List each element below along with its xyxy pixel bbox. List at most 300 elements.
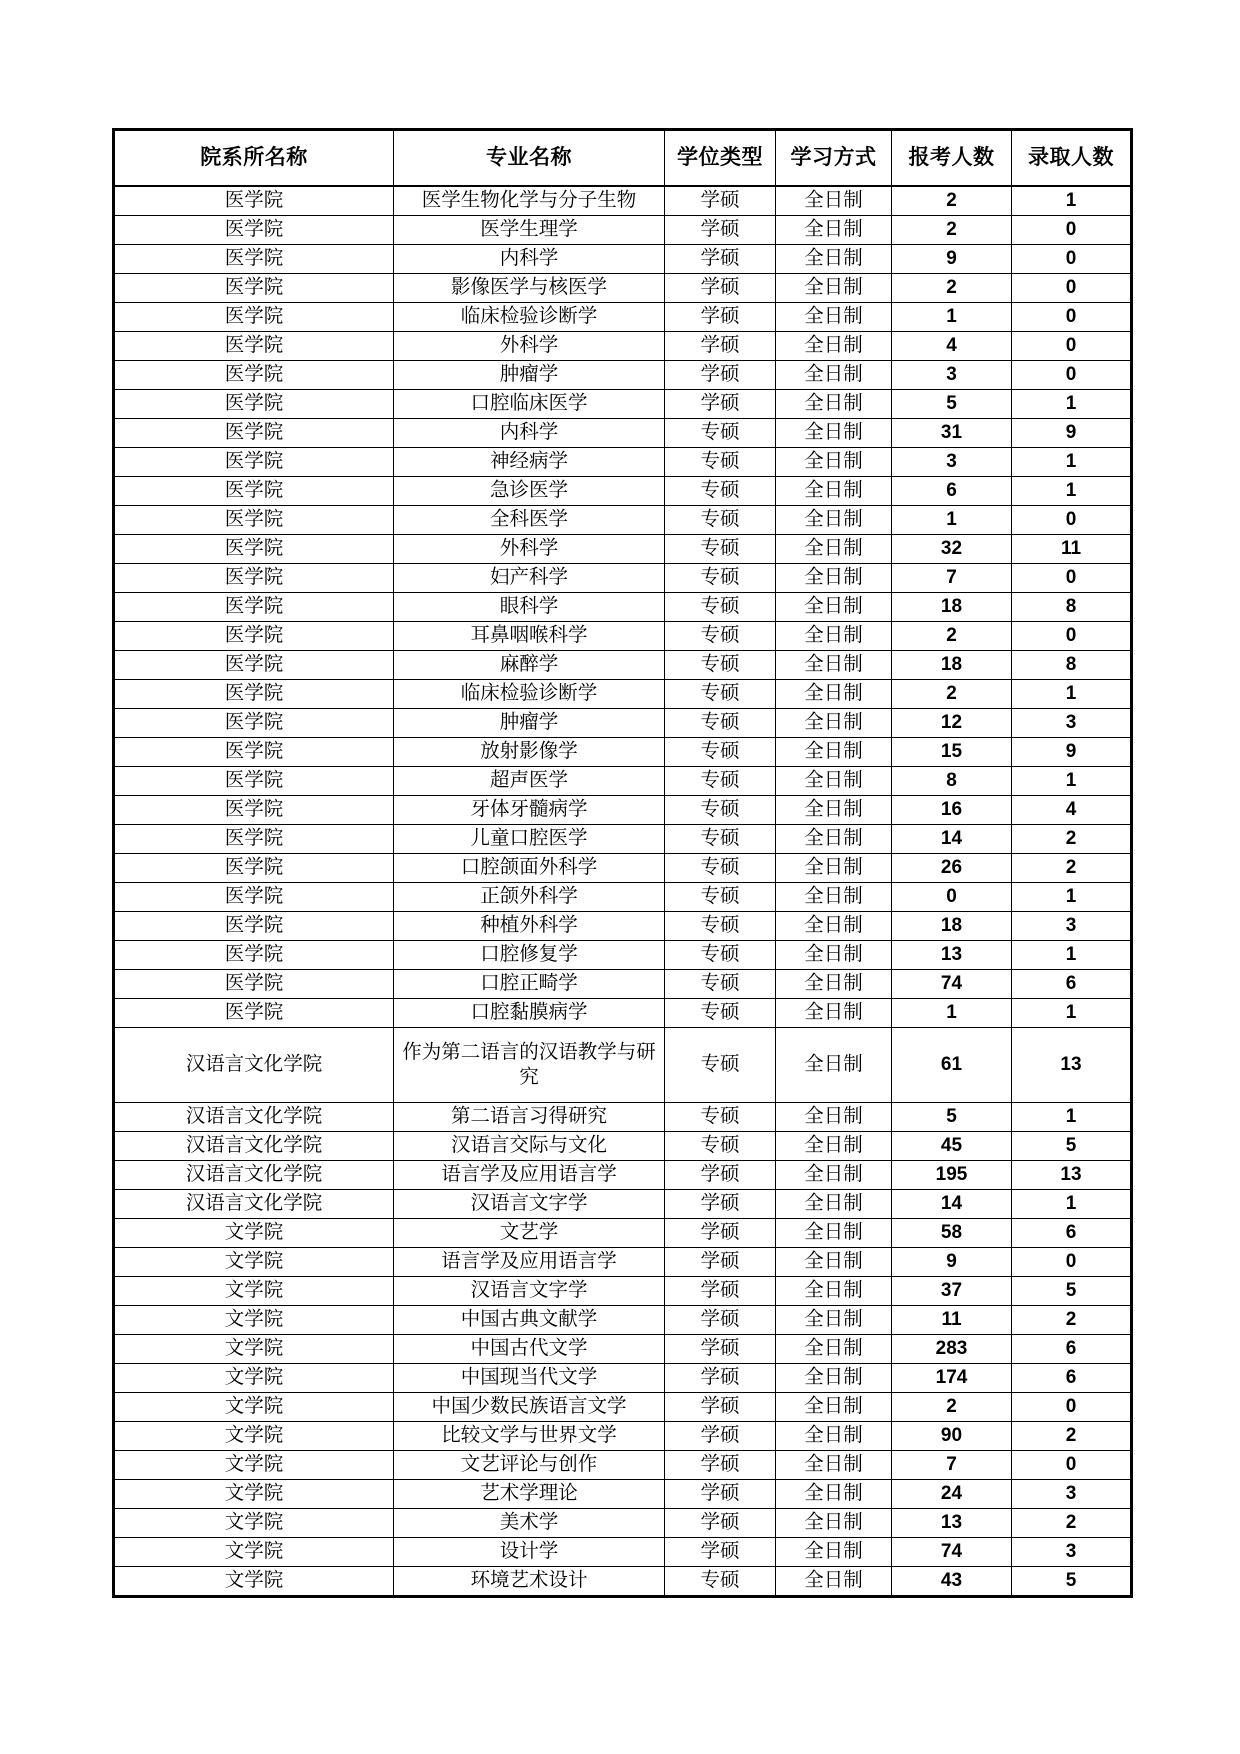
cell-admitted: 8	[1012, 593, 1132, 622]
cell-admitted: 0	[1012, 332, 1132, 361]
table-row	[114, 419, 1132, 448]
table-row	[114, 1190, 1132, 1219]
cell-applicants: 2	[892, 680, 1012, 709]
table-row	[114, 186, 1132, 216]
cell-study-mode: 全日制	[776, 1248, 892, 1277]
cell-degree-type: 专硕	[665, 419, 776, 448]
cell-study-mode: 全日制	[776, 1132, 892, 1161]
cell-degree-type: 学硕	[665, 1509, 776, 1538]
cell-applicants: 37	[892, 1277, 1012, 1306]
cell-degree-type: 专硕	[665, 680, 776, 709]
table-row	[114, 1364, 1132, 1393]
cell-admitted: 2	[1012, 1306, 1132, 1335]
cell-admitted: 2	[1012, 1509, 1132, 1538]
cell-major: 全科医学	[394, 506, 665, 535]
table-row	[114, 622, 1132, 651]
cell-degree-type: 学硕	[665, 1364, 776, 1393]
cell-study-mode: 全日制	[776, 1103, 892, 1132]
cell-major: 麻醉学	[394, 651, 665, 680]
cell-applicants: 12	[892, 709, 1012, 738]
cell-applicants: 3	[892, 448, 1012, 477]
cell-major: 环境艺术设计	[394, 1567, 665, 1597]
cell-department: 医学院	[114, 390, 394, 419]
cell-department: 医学院	[114, 941, 394, 970]
cell-admitted: 0	[1012, 1393, 1132, 1422]
cell-admitted: 1	[1012, 941, 1132, 970]
table-row	[114, 709, 1132, 738]
cell-major: 文艺评论与创作	[394, 1451, 665, 1480]
cell-major: 汉语言文字学	[394, 1190, 665, 1219]
cell-applicants: 14	[892, 1190, 1012, 1219]
table-header	[114, 130, 1132, 187]
cell-admitted: 0	[1012, 216, 1132, 245]
cell-applicants: 5	[892, 390, 1012, 419]
cell-department: 文学院	[114, 1567, 394, 1597]
cell-degree-type: 专硕	[665, 651, 776, 680]
cell-applicants: 1	[892, 506, 1012, 535]
cell-major: 急诊医学	[394, 477, 665, 506]
cell-applicants: 16	[892, 796, 1012, 825]
cell-degree-type: 专硕	[665, 709, 776, 738]
cell-study-mode: 全日制	[776, 825, 892, 854]
cell-degree-type: 专硕	[665, 970, 776, 999]
cell-study-mode: 全日制	[776, 361, 892, 390]
cell-degree-type: 专硕	[665, 1132, 776, 1161]
cell-study-mode: 全日制	[776, 1335, 892, 1364]
cell-department: 医学院	[114, 912, 394, 941]
cell-study-mode: 全日制	[776, 970, 892, 999]
cell-degree-type: 专硕	[665, 622, 776, 651]
cell-study-mode: 全日制	[776, 332, 892, 361]
column-header-department: 院系所名称	[114, 130, 394, 187]
cell-admitted: 9	[1012, 419, 1132, 448]
cell-degree-type: 专硕	[665, 535, 776, 564]
cell-department: 医学院	[114, 245, 394, 274]
cell-applicants: 174	[892, 1364, 1012, 1393]
cell-department: 文学院	[114, 1509, 394, 1538]
table-row	[114, 564, 1132, 593]
cell-study-mode: 全日制	[776, 303, 892, 332]
cell-major: 美术学	[394, 1509, 665, 1538]
cell-degree-type: 学硕	[665, 1219, 776, 1248]
cell-department: 文学院	[114, 1306, 394, 1335]
cell-degree-type: 专硕	[665, 506, 776, 535]
table-row	[114, 796, 1132, 825]
cell-admitted: 9	[1012, 738, 1132, 767]
cell-study-mode: 全日制	[776, 709, 892, 738]
cell-degree-type: 专硕	[665, 448, 776, 477]
cell-degree-type: 专硕	[665, 767, 776, 796]
admissions-statistics-table-container	[112, 128, 1130, 1598]
cell-applicants: 1	[892, 999, 1012, 1028]
admissions-statistics-table	[112, 128, 1133, 1598]
cell-degree-type: 专硕	[665, 883, 776, 912]
table-row	[114, 1480, 1132, 1509]
cell-major: 文艺学	[394, 1219, 665, 1248]
table-row	[114, 361, 1132, 390]
cell-applicants: 9	[892, 1248, 1012, 1277]
cell-admitted: 0	[1012, 622, 1132, 651]
cell-study-mode: 全日制	[776, 506, 892, 535]
cell-major: 设计学	[394, 1538, 665, 1567]
cell-department: 文学院	[114, 1219, 394, 1248]
cell-department: 医学院	[114, 622, 394, 651]
cell-major: 语言学及应用语言学	[394, 1161, 665, 1190]
table-row	[114, 912, 1132, 941]
table-row	[114, 680, 1132, 709]
cell-admitted: 1	[1012, 680, 1132, 709]
cell-applicants: 5	[892, 1103, 1012, 1132]
table-row	[114, 1567, 1132, 1597]
cell-major: 口腔修复学	[394, 941, 665, 970]
table-row	[114, 535, 1132, 564]
cell-department: 医学院	[114, 274, 394, 303]
cell-admitted: 13	[1012, 1161, 1132, 1190]
cell-department: 医学院	[114, 796, 394, 825]
cell-major: 超声医学	[394, 767, 665, 796]
cell-study-mode: 全日制	[776, 216, 892, 245]
cell-degree-type: 学硕	[665, 1248, 776, 1277]
cell-degree-type: 专硕	[665, 1567, 776, 1597]
cell-degree-type: 专硕	[665, 941, 776, 970]
table-row	[114, 999, 1132, 1028]
cell-degree-type: 学硕	[665, 186, 776, 216]
table-row	[114, 738, 1132, 767]
cell-applicants: 58	[892, 1219, 1012, 1248]
cell-degree-type: 专硕	[665, 825, 776, 854]
cell-applicants: 9	[892, 245, 1012, 274]
cell-study-mode: 全日制	[776, 1567, 892, 1597]
cell-study-mode: 全日制	[776, 1028, 892, 1103]
cell-applicants: 18	[892, 912, 1012, 941]
cell-degree-type: 学硕	[665, 1161, 776, 1190]
cell-major: 口腔临床医学	[394, 390, 665, 419]
cell-department: 医学院	[114, 970, 394, 999]
cell-degree-type: 学硕	[665, 1538, 776, 1567]
cell-department: 医学院	[114, 303, 394, 332]
table-row	[114, 1219, 1132, 1248]
cell-study-mode: 全日制	[776, 245, 892, 274]
cell-department: 医学院	[114, 506, 394, 535]
cell-department: 医学院	[114, 651, 394, 680]
table-row	[114, 1393, 1132, 1422]
cell-major: 妇产科学	[394, 564, 665, 593]
cell-degree-type: 学硕	[665, 1306, 776, 1335]
cell-department: 医学院	[114, 477, 394, 506]
cell-department: 医学院	[114, 883, 394, 912]
cell-department: 医学院	[114, 825, 394, 854]
table-header-row	[114, 130, 1132, 187]
cell-major: 比较文学与世界文学	[394, 1422, 665, 1451]
cell-department: 医学院	[114, 361, 394, 390]
cell-degree-type: 专硕	[665, 854, 776, 883]
cell-admitted: 2	[1012, 1422, 1132, 1451]
table-row	[114, 1335, 1132, 1364]
cell-admitted: 1	[1012, 767, 1132, 796]
cell-department: 医学院	[114, 564, 394, 593]
cell-applicants: 15	[892, 738, 1012, 767]
table-row	[114, 593, 1132, 622]
cell-degree-type: 学硕	[665, 1190, 776, 1219]
cell-major: 医学生理学	[394, 216, 665, 245]
cell-major: 眼科学	[394, 593, 665, 622]
cell-degree-type: 学硕	[665, 274, 776, 303]
cell-degree-type: 学硕	[665, 245, 776, 274]
cell-admitted: 5	[1012, 1277, 1132, 1306]
cell-applicants: 3	[892, 361, 1012, 390]
table-row	[114, 651, 1132, 680]
cell-admitted: 1	[1012, 883, 1132, 912]
table-row	[114, 390, 1132, 419]
cell-department: 医学院	[114, 593, 394, 622]
cell-applicants: 14	[892, 825, 1012, 854]
cell-applicants: 11	[892, 1306, 1012, 1335]
cell-admitted: 11	[1012, 535, 1132, 564]
cell-major: 汉语言交际与文化	[394, 1132, 665, 1161]
cell-study-mode: 全日制	[776, 912, 892, 941]
cell-department: 医学院	[114, 186, 394, 216]
cell-degree-type: 专硕	[665, 912, 776, 941]
table-row	[114, 477, 1132, 506]
cell-degree-type: 专硕	[665, 477, 776, 506]
cell-admitted: 2	[1012, 854, 1132, 883]
cell-admitted: 1	[1012, 477, 1132, 506]
cell-applicants: 7	[892, 564, 1012, 593]
cell-study-mode: 全日制	[776, 535, 892, 564]
cell-applicants: 2	[892, 1393, 1012, 1422]
cell-degree-type: 学硕	[665, 1451, 776, 1480]
cell-study-mode: 全日制	[776, 564, 892, 593]
cell-applicants: 61	[892, 1028, 1012, 1103]
cell-admitted: 1	[1012, 390, 1132, 419]
cell-admitted: 6	[1012, 970, 1132, 999]
cell-major: 口腔正畸学	[394, 970, 665, 999]
cell-department: 医学院	[114, 419, 394, 448]
cell-admitted: 3	[1012, 912, 1132, 941]
cell-admitted: 6	[1012, 1219, 1132, 1248]
cell-department: 汉语言文化学院	[114, 1190, 394, 1219]
cell-applicants: 2	[892, 274, 1012, 303]
cell-major: 汉语言文字学	[394, 1277, 665, 1306]
table-row	[114, 1132, 1132, 1161]
cell-applicants: 13	[892, 941, 1012, 970]
table-row	[114, 303, 1132, 332]
cell-major: 外科学	[394, 332, 665, 361]
cell-degree-type: 专硕	[665, 999, 776, 1028]
cell-department: 医学院	[114, 999, 394, 1028]
cell-department: 医学院	[114, 709, 394, 738]
cell-department: 汉语言文化学院	[114, 1161, 394, 1190]
cell-study-mode: 全日制	[776, 651, 892, 680]
cell-admitted: 3	[1012, 1538, 1132, 1567]
cell-major: 神经病学	[394, 448, 665, 477]
cell-applicants: 0	[892, 883, 1012, 912]
cell-study-mode: 全日制	[776, 796, 892, 825]
cell-major: 艺术学理论	[394, 1480, 665, 1509]
cell-applicants: 26	[892, 854, 1012, 883]
cell-major: 外科学	[394, 535, 665, 564]
cell-degree-type: 专硕	[665, 593, 776, 622]
cell-degree-type: 学硕	[665, 1393, 776, 1422]
cell-applicants: 18	[892, 651, 1012, 680]
cell-major: 肿瘤学	[394, 709, 665, 738]
cell-study-mode: 全日制	[776, 390, 892, 419]
cell-admitted: 3	[1012, 709, 1132, 738]
table-row	[114, 245, 1132, 274]
cell-study-mode: 全日制	[776, 477, 892, 506]
cell-department: 文学院	[114, 1277, 394, 1306]
cell-admitted: 0	[1012, 1451, 1132, 1480]
cell-department: 文学院	[114, 1538, 394, 1567]
column-header-admitted: 录取人数	[1012, 130, 1132, 187]
cell-admitted: 6	[1012, 1335, 1132, 1364]
cell-major: 肿瘤学	[394, 361, 665, 390]
cell-major: 种植外科学	[394, 912, 665, 941]
cell-major: 中国古代文学	[394, 1335, 665, 1364]
cell-study-mode: 全日制	[776, 622, 892, 651]
cell-study-mode: 全日制	[776, 883, 892, 912]
cell-admitted: 4	[1012, 796, 1132, 825]
cell-study-mode: 全日制	[776, 767, 892, 796]
cell-applicants: 24	[892, 1480, 1012, 1509]
cell-admitted: 5	[1012, 1567, 1132, 1597]
cell-admitted: 0	[1012, 1248, 1132, 1277]
cell-applicants: 2	[892, 622, 1012, 651]
cell-applicants: 45	[892, 1132, 1012, 1161]
cell-department: 汉语言文化学院	[114, 1103, 394, 1132]
cell-major: 第二语言习得研究	[394, 1103, 665, 1132]
cell-degree-type: 专硕	[665, 738, 776, 767]
cell-applicants: 7	[892, 1451, 1012, 1480]
cell-degree-type: 学硕	[665, 1480, 776, 1509]
cell-study-mode: 全日制	[776, 1219, 892, 1248]
table-row	[114, 506, 1132, 535]
cell-applicants: 2	[892, 186, 1012, 216]
cell-department: 文学院	[114, 1248, 394, 1277]
cell-major: 内科学	[394, 245, 665, 274]
cell-major: 耳鼻咽喉科学	[394, 622, 665, 651]
cell-study-mode: 全日制	[776, 680, 892, 709]
cell-admitted: 1	[1012, 999, 1132, 1028]
cell-admitted: 1	[1012, 1190, 1132, 1219]
cell-department: 文学院	[114, 1422, 394, 1451]
cell-degree-type: 专硕	[665, 796, 776, 825]
cell-department: 文学院	[114, 1364, 394, 1393]
cell-major: 口腔颌面外科学	[394, 854, 665, 883]
table-row	[114, 883, 1132, 912]
cell-department: 文学院	[114, 1335, 394, 1364]
cell-study-mode: 全日制	[776, 1509, 892, 1538]
cell-admitted: 8	[1012, 651, 1132, 680]
cell-applicants: 2	[892, 216, 1012, 245]
cell-study-mode: 全日制	[776, 1190, 892, 1219]
cell-department: 医学院	[114, 332, 394, 361]
cell-study-mode: 全日制	[776, 1538, 892, 1567]
cell-major: 放射影像学	[394, 738, 665, 767]
cell-applicants: 1	[892, 303, 1012, 332]
cell-department: 汉语言文化学院	[114, 1132, 394, 1161]
cell-major: 口腔黏膜病学	[394, 999, 665, 1028]
cell-department: 文学院	[114, 1480, 394, 1509]
cell-study-mode: 全日制	[776, 1277, 892, 1306]
cell-study-mode: 全日制	[776, 186, 892, 216]
cell-study-mode: 全日制	[776, 1306, 892, 1335]
cell-applicants: 74	[892, 970, 1012, 999]
table-row	[114, 1277, 1132, 1306]
cell-degree-type: 学硕	[665, 216, 776, 245]
cell-major: 中国少数民族语言文学	[394, 1393, 665, 1422]
column-header-major: 专业名称	[394, 130, 665, 187]
cell-study-mode: 全日制	[776, 1364, 892, 1393]
cell-applicants: 6	[892, 477, 1012, 506]
cell-degree-type: 专硕	[665, 1103, 776, 1132]
cell-department: 汉语言文化学院	[114, 1028, 394, 1103]
cell-applicants: 4	[892, 332, 1012, 361]
cell-department: 医学院	[114, 854, 394, 883]
cell-major: 临床检验诊断学	[394, 303, 665, 332]
cell-major: 影像医学与核医学	[394, 274, 665, 303]
cell-study-mode: 全日制	[776, 448, 892, 477]
table-row	[114, 767, 1132, 796]
table-row	[114, 854, 1132, 883]
cell-applicants: 32	[892, 535, 1012, 564]
cell-degree-type: 学硕	[665, 303, 776, 332]
cell-admitted: 0	[1012, 564, 1132, 593]
cell-department: 医学院	[114, 535, 394, 564]
table-body	[114, 186, 1132, 1597]
cell-department: 文学院	[114, 1393, 394, 1422]
cell-major: 儿童口腔医学	[394, 825, 665, 854]
cell-major: 中国古典文献学	[394, 1306, 665, 1335]
cell-admitted: 1	[1012, 448, 1132, 477]
cell-degree-type: 学硕	[665, 332, 776, 361]
cell-study-mode: 全日制	[776, 419, 892, 448]
table-row	[114, 1248, 1132, 1277]
table-row	[114, 941, 1132, 970]
cell-major: 内科学	[394, 419, 665, 448]
table-row	[114, 1306, 1132, 1335]
cell-study-mode: 全日制	[776, 941, 892, 970]
cell-study-mode: 全日制	[776, 274, 892, 303]
cell-study-mode: 全日制	[776, 1422, 892, 1451]
table-row	[114, 1538, 1132, 1567]
cell-applicants: 18	[892, 593, 1012, 622]
table-row	[114, 970, 1132, 999]
cell-applicants: 31	[892, 419, 1012, 448]
table-row	[114, 1422, 1132, 1451]
cell-study-mode: 全日制	[776, 854, 892, 883]
cell-major: 语言学及应用语言学	[394, 1248, 665, 1277]
cell-admitted: 0	[1012, 506, 1132, 535]
cell-department: 文学院	[114, 1451, 394, 1480]
cell-admitted: 0	[1012, 245, 1132, 274]
cell-applicants: 283	[892, 1335, 1012, 1364]
cell-admitted: 0	[1012, 361, 1132, 390]
cell-study-mode: 全日制	[776, 999, 892, 1028]
cell-degree-type: 学硕	[665, 1335, 776, 1364]
cell-admitted: 0	[1012, 274, 1132, 303]
cell-major: 医学生物化学与分子生物	[394, 186, 665, 216]
cell-admitted: 1	[1012, 186, 1132, 216]
table-row	[114, 448, 1132, 477]
cell-department: 医学院	[114, 448, 394, 477]
cell-admitted: 5	[1012, 1132, 1132, 1161]
cell-department: 医学院	[114, 767, 394, 796]
cell-applicants: 90	[892, 1422, 1012, 1451]
table-row	[114, 1509, 1132, 1538]
cell-study-mode: 全日制	[776, 1451, 892, 1480]
cell-applicants: 74	[892, 1538, 1012, 1567]
